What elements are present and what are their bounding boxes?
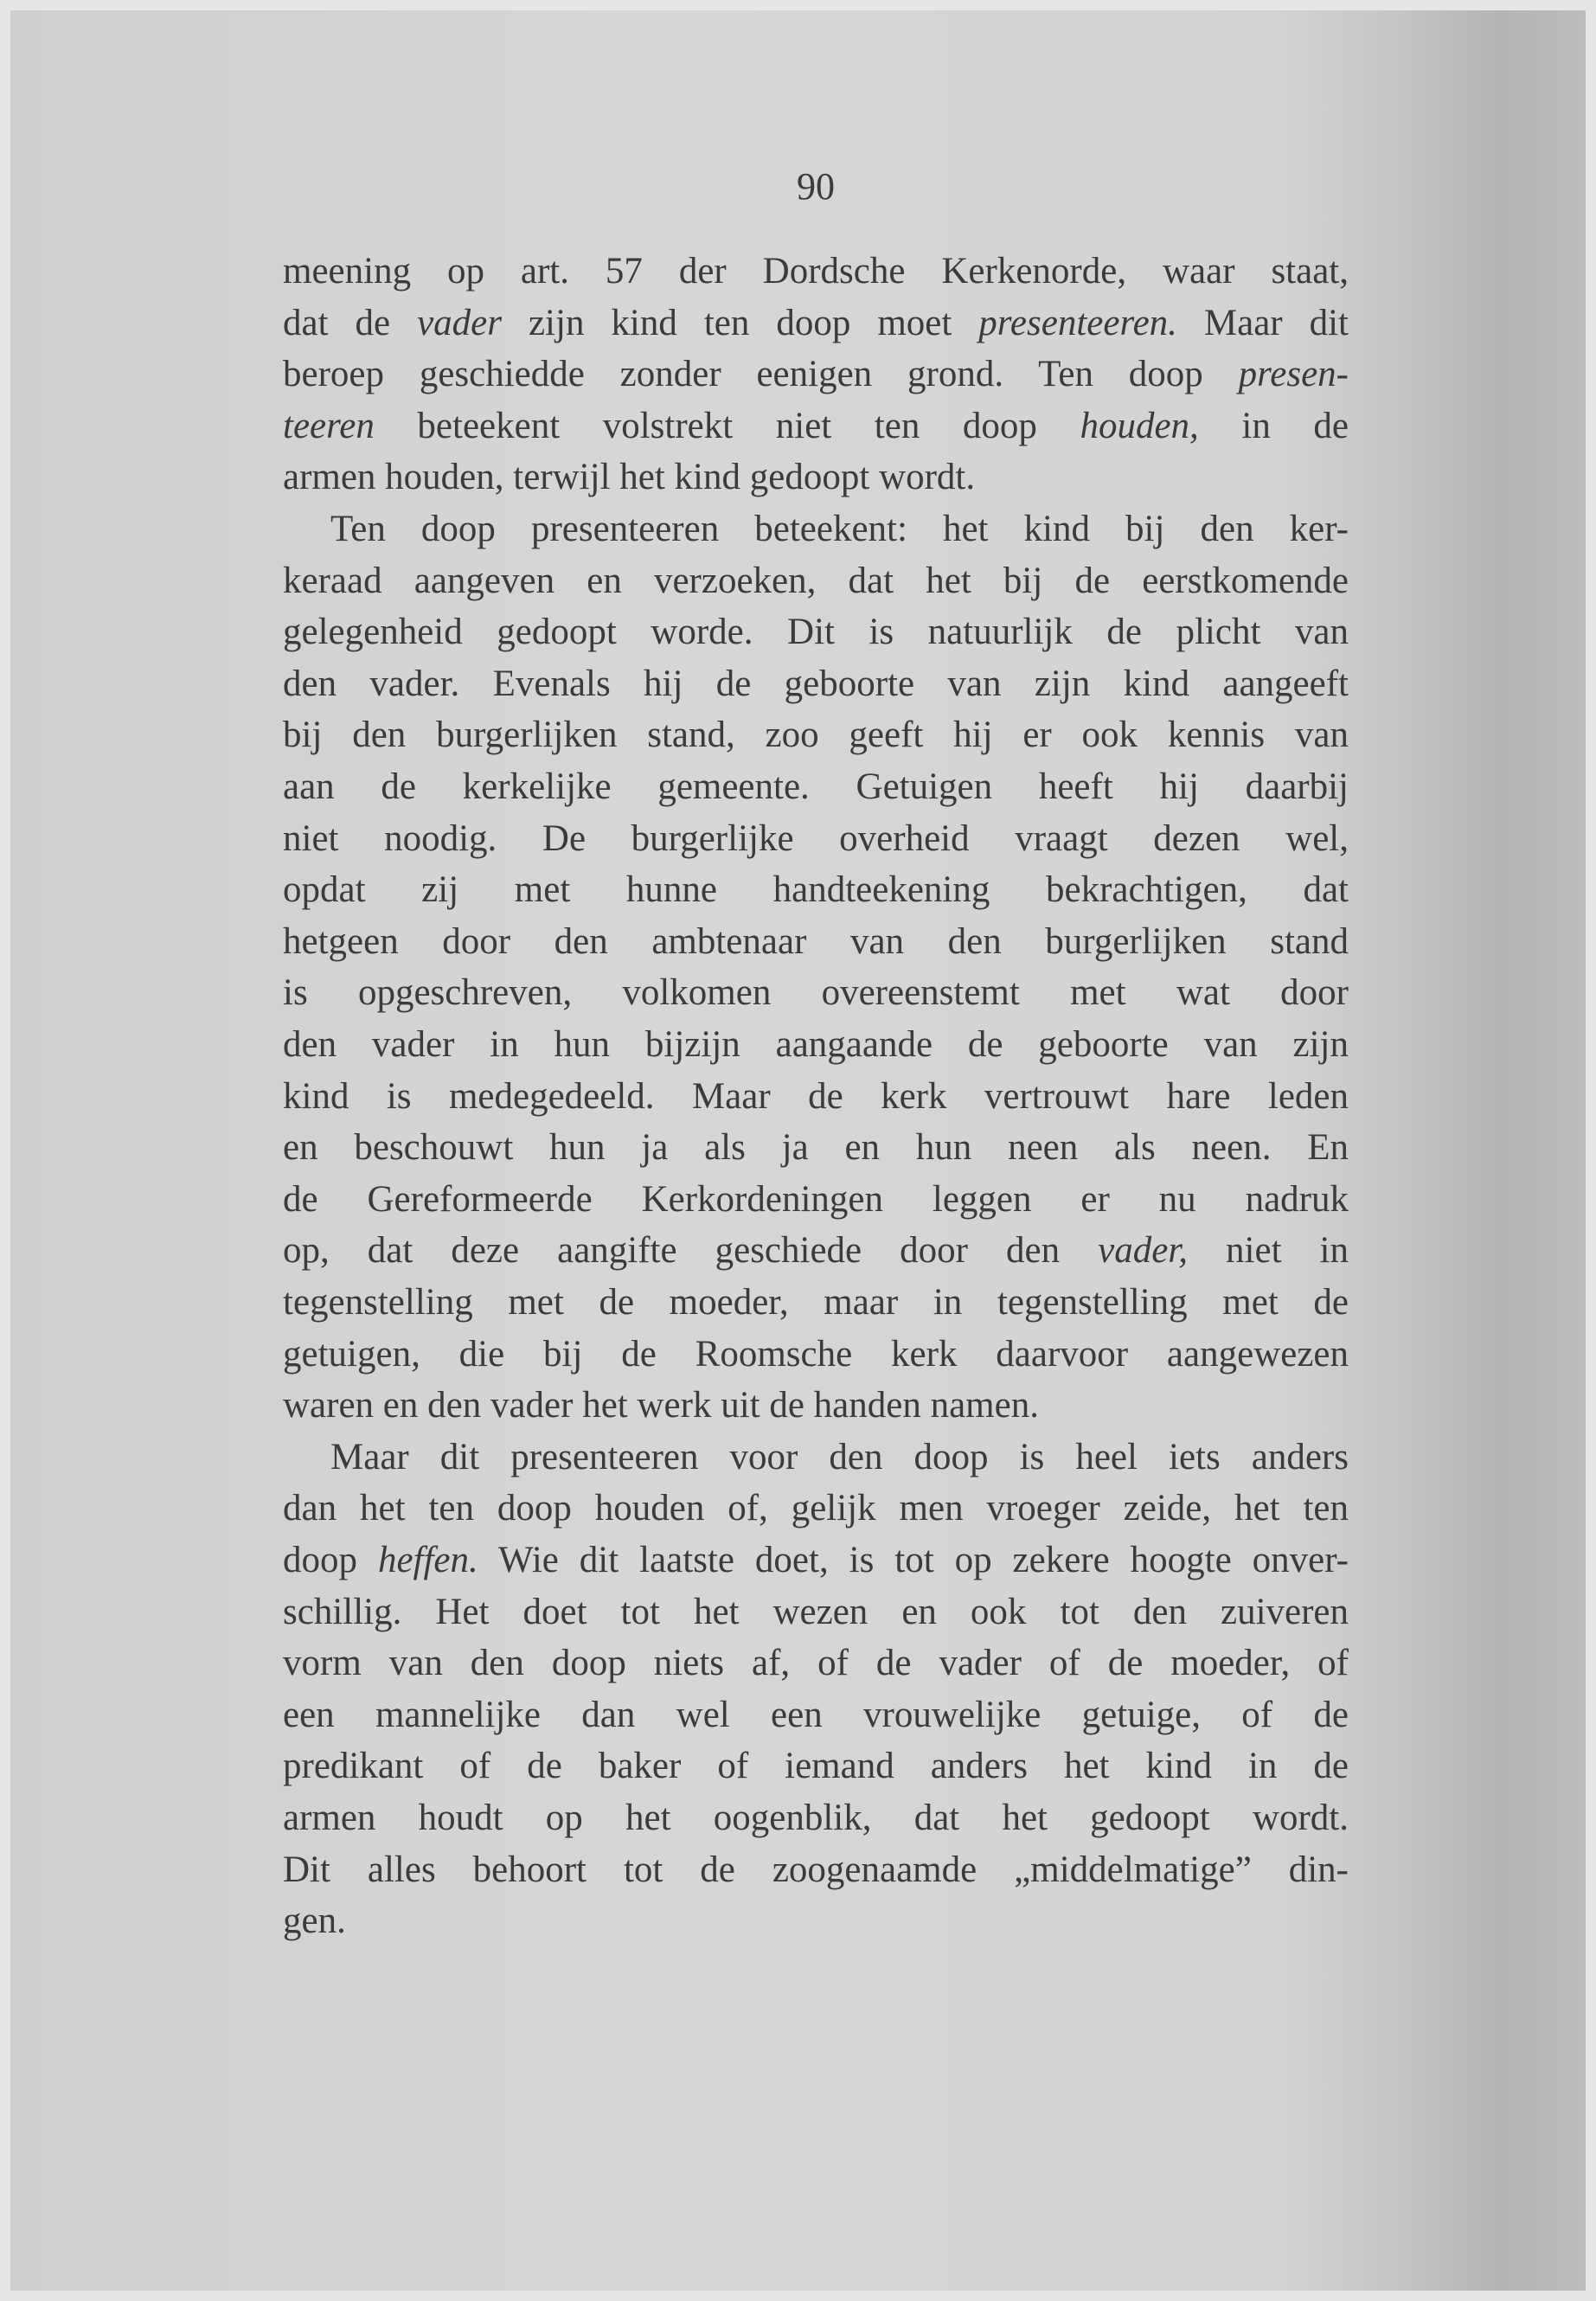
text-line — [283, 709, 1349, 761]
text-line — [330, 503, 1349, 555]
text-segment: dat de — [283, 302, 418, 343]
text-line — [283, 1071, 1349, 1123]
text-line — [283, 864, 1349, 916]
text-line — [283, 401, 1349, 452]
text-line — [283, 916, 1349, 968]
text-line — [283, 1483, 1349, 1535]
text-line — [283, 1844, 1349, 1896]
text-segment: tegenstelling met de moeder, maar in tegenstelling met de — [283, 1282, 1349, 1323]
text-segment: Ten doop presenteeren beteekent: het kind bij den ker- — [330, 509, 1349, 549]
text-line — [283, 1174, 1349, 1226]
text-segment: schillig. Het doet tot het wezen en ook tot den zuiveren — [283, 1591, 1349, 1632]
text-line — [283, 1277, 1349, 1329]
text-segment: aan de kerkelijke gemeente. Getuigen heeft hij daarbij — [283, 766, 1349, 807]
italic-text: houden, — [1080, 405, 1199, 446]
text-line — [283, 1586, 1349, 1638]
text-segment: armen houden, terwijl het kind gedoopt wordt. — [283, 457, 976, 498]
text-segment: op, dat deze aangifte geschiede door den — [283, 1230, 1099, 1272]
text-segment: is opgeschreven, volkomen overeenstemt met wat door — [283, 972, 1349, 1014]
text-segment: den vader. Evenals hij de geboorte van zijn kind aangeeft — [283, 663, 1349, 704]
text-segment: keraad aangeven en verzoeken, dat het bij de eerstkomende — [283, 560, 1349, 601]
text-segment: vorm van den doop niets af, of de vader of de moeder, of — [283, 1643, 1349, 1684]
text-line — [283, 606, 1349, 658]
text-line — [283, 298, 1349, 349]
text-line — [283, 1740, 1349, 1792]
text-line — [283, 1122, 1349, 1174]
text-segment: hetgeen door den ambtenaar van den burgerlijken stand — [283, 920, 1349, 962]
text-segment: armen houdt op het oogenblik, dat het gedoopt wordt. — [283, 1798, 1349, 1838]
text-segment: kind is medegedeeld. Maar de kerk vertrouwt hare leden — [283, 1075, 1349, 1117]
text-line — [283, 813, 1349, 865]
text-segment: doop — [283, 1540, 378, 1580]
text-line — [283, 1380, 1349, 1432]
italic-text: presenteeren. — [978, 302, 1177, 343]
text-segment: getuigen, die bij de Roomsche kerk daarvoor aangewezen — [283, 1333, 1349, 1375]
text-segment: beroep geschiedde zonder eenigen grond. Ten doop — [283, 354, 1239, 395]
text-segment: een mannelijke dan wel een vrouwelijke getuige, of de — [283, 1694, 1349, 1735]
italic-text: teeren — [283, 405, 375, 446]
text-segment: bij den burgerlijken stand, zoo geeft hij er ook kennis van — [283, 715, 1349, 756]
italic-text: presen- — [1238, 354, 1349, 395]
text-segment: de Gereformeerde Kerkordeningen leggen er nu nadruk — [283, 1178, 1349, 1220]
text-segment: gelegenheid gedoopt worde. Dit is natuurlijk de plicht van — [283, 612, 1349, 653]
text-segment: zijn kind ten doop moet — [501, 302, 979, 343]
text-line — [283, 555, 1349, 607]
text-line — [283, 1329, 1349, 1381]
text-segment: dan het ten doop houden of, gelijk men vroeger zeide, het ten — [283, 1488, 1349, 1529]
text-segment: opdat zij met hunne handteekening bekrachtigen, dat — [283, 869, 1349, 911]
text-line — [283, 658, 1349, 710]
italic-text: vader, — [1098, 1230, 1189, 1272]
text-segment: gen. — [283, 1900, 346, 1942]
text-segment: meening op art. 57 der Dordsche Kerkenorde, waar staat, — [283, 251, 1349, 292]
text-line — [283, 1792, 1349, 1844]
italic-text: vader — [417, 302, 502, 343]
text-line — [283, 1225, 1349, 1277]
text-line — [330, 1432, 1349, 1484]
text-line — [283, 1535, 1349, 1586]
text-line — [283, 349, 1349, 401]
text-segment: en beschouwt hun ja als ja en hun neen als neen. En — [283, 1127, 1349, 1169]
page-number: 90 — [797, 165, 835, 208]
text-segment: niet noodig. De burgerlijke overheid vraagt dezen wel, — [283, 817, 1349, 859]
text-segment: niet in — [1188, 1230, 1349, 1272]
text-segment: beteekent volstrekt niet ten doop — [374, 405, 1080, 446]
text-segment: Maar dit presenteeren voor den doop is heel iets anders — [330, 1436, 1349, 1477]
text-segment: waren en den vader het werk uit de handen namen. — [283, 1385, 1039, 1426]
text-line — [283, 967, 1349, 1019]
text-line — [283, 761, 1349, 813]
text-line — [283, 1689, 1349, 1741]
text-segment: Dit alles behoort tot de zoogenaamde „middelmatige” din- — [283, 1849, 1349, 1890]
text-segment: predikant of de baker of iemand anders het kind in de — [283, 1746, 1349, 1787]
text-line — [283, 1895, 1349, 1947]
italic-text: heffen. — [377, 1540, 478, 1580]
text-segment: Maar dit — [1176, 302, 1349, 343]
text-segment: in de — [1198, 405, 1349, 446]
text-line — [283, 1019, 1349, 1071]
text-line — [283, 1638, 1349, 1689]
text-line — [283, 452, 1349, 503]
text-segment: Wie dit laatste doet, is tot op zekere hoogte onver- — [478, 1540, 1349, 1580]
text-line — [283, 246, 1349, 298]
text-segment: den vader in hun bijzijn aangaande de geboorte van zijn — [283, 1024, 1349, 1065]
